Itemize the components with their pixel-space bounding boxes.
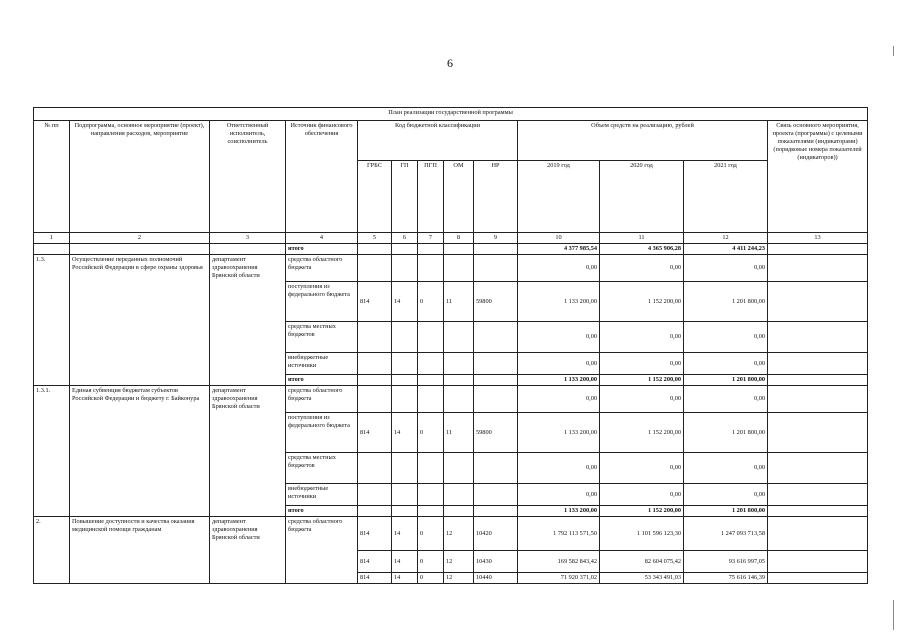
nr-cell bbox=[474, 322, 518, 353]
nr-cell: 59800 bbox=[474, 413, 518, 453]
activity-name: Повышение доступности и качества оказания медицинской помощи гражданам bbox=[70, 517, 210, 584]
empty-cell bbox=[418, 375, 444, 386]
value-2019: 0,00 bbox=[518, 386, 600, 413]
empty-cell bbox=[392, 506, 418, 517]
grbs-cell bbox=[358, 484, 392, 506]
scan-mark bbox=[893, 600, 894, 630]
pgp-cell bbox=[418, 386, 444, 413]
index-cell: 8 bbox=[444, 233, 474, 244]
om-cell bbox=[444, 322, 474, 353]
gp-cell: 14 bbox=[392, 573, 418, 584]
gp-cell bbox=[392, 453, 418, 484]
source-cell: средства областного бюджета bbox=[286, 255, 358, 282]
link-cell bbox=[768, 413, 868, 453]
link-cell bbox=[768, 375, 868, 386]
header-om: ОМ bbox=[444, 161, 474, 233]
gp-cell bbox=[392, 353, 418, 375]
value-2021: 1 247 093 713,58 bbox=[684, 517, 768, 551]
nr-cell bbox=[474, 484, 518, 506]
header-gp: ГП bbox=[392, 161, 418, 233]
table-row bbox=[34, 386, 868, 413]
empty-cell bbox=[418, 506, 444, 517]
total-2021: 1 201 800,00 bbox=[684, 506, 768, 517]
value-2021: 0,00 bbox=[684, 322, 768, 353]
empty-cell bbox=[474, 506, 518, 517]
om-cell bbox=[444, 353, 474, 375]
value-2020: 82 604 075,42 bbox=[600, 551, 684, 573]
value-2019: 71 920 371,02 bbox=[518, 573, 600, 584]
header-executor: Ответственный исполнитель, соисполнитель bbox=[210, 121, 286, 233]
grbs-cell: 814 bbox=[358, 551, 392, 573]
value-2021: 0,00 bbox=[684, 453, 768, 484]
grbs-cell: 814 bbox=[358, 413, 392, 453]
gp-cell: 14 bbox=[392, 413, 418, 453]
value-2019: 169 582 843,42 bbox=[518, 551, 600, 573]
executor-cell: департамент здравоохранения Брянской области bbox=[210, 255, 286, 386]
value-2021: 75 616 146,39 bbox=[684, 573, 768, 584]
link-cell bbox=[768, 484, 868, 506]
activity-name: Осуществление переданных полномочий Российской Федерации в сфере охраны здоровья bbox=[70, 255, 210, 386]
block2-body bbox=[34, 517, 868, 584]
gp-cell bbox=[392, 484, 418, 506]
nr-cell bbox=[474, 255, 518, 282]
pgp-cell bbox=[418, 255, 444, 282]
grbs-cell: 814 bbox=[358, 517, 392, 551]
activity-name: Единая субвенция бюджетам субъектов Российской Федерации и бюджету г. Байконура bbox=[70, 386, 210, 517]
index-cell: 13 bbox=[768, 233, 868, 244]
header-nr: НР bbox=[474, 161, 518, 233]
index-cell: 6 bbox=[392, 233, 418, 244]
value-2021: 0,00 bbox=[684, 484, 768, 506]
nr-cell: 10420 bbox=[474, 517, 518, 551]
link-cell bbox=[768, 573, 868, 584]
nr-cell: 10440 bbox=[474, 573, 518, 584]
index-cell: 5 bbox=[358, 233, 392, 244]
table-row bbox=[34, 517, 868, 551]
scan-mark bbox=[893, 46, 894, 56]
header-link: Связь основного мероприятия, проекта (программы) с целевыми показателями (индикаторами) (порядковые номера показателей (индикаторов)) bbox=[768, 121, 868, 233]
grbs-cell bbox=[358, 353, 392, 375]
index-row bbox=[34, 233, 868, 244]
value-2019: 0,00 bbox=[518, 353, 600, 375]
row-number: 2. bbox=[34, 517, 70, 584]
pgp-cell bbox=[418, 353, 444, 375]
value-2021: 0,00 bbox=[684, 255, 768, 282]
value-2019: 1 133 200,00 bbox=[518, 413, 600, 453]
header-2020: 2020 год bbox=[600, 161, 684, 233]
empty-cell bbox=[474, 375, 518, 386]
index-cell: 4 bbox=[286, 233, 358, 244]
source-cell: средства областного бюджета bbox=[286, 386, 358, 413]
total-2021: 4 411 244,23 bbox=[684, 244, 768, 255]
om-cell bbox=[444, 255, 474, 282]
value-2021: 1 201 800,00 bbox=[684, 413, 768, 453]
index-cell: 12 bbox=[684, 233, 768, 244]
pgp-cell bbox=[418, 322, 444, 353]
row-number: 1.3.1. bbox=[34, 386, 70, 517]
link-cell bbox=[768, 353, 868, 375]
nr-cell bbox=[474, 386, 518, 413]
header-source: Источник финансового обеспечения bbox=[286, 121, 358, 233]
pgp-cell bbox=[418, 484, 444, 506]
nr-cell bbox=[474, 453, 518, 484]
index-cell: 3 bbox=[210, 233, 286, 244]
total-label: итого bbox=[286, 375, 358, 386]
gp-cell: 14 bbox=[392, 282, 418, 322]
link-cell bbox=[768, 517, 868, 551]
link-cell bbox=[768, 506, 868, 517]
table-row bbox=[34, 255, 868, 282]
om-cell bbox=[444, 453, 474, 484]
value-2019: 1 792 113 571,50 bbox=[518, 517, 600, 551]
link-cell bbox=[768, 386, 868, 413]
total-2020: 4 365 906,28 bbox=[600, 244, 684, 255]
grbs-cell bbox=[358, 386, 392, 413]
gp-cell bbox=[392, 322, 418, 353]
total-2019: 4 377 985,54 bbox=[518, 244, 600, 255]
om-cell: 12 bbox=[444, 573, 474, 584]
index-cell: 9 bbox=[474, 233, 518, 244]
header-2019: 2019 год bbox=[518, 161, 600, 233]
om-cell bbox=[444, 386, 474, 413]
empty-cell bbox=[392, 375, 418, 386]
executor-cell: департамент здравоохранения Брянской области bbox=[210, 386, 286, 517]
value-2020: 1 152 200,00 bbox=[600, 413, 684, 453]
value-2021: 1 201 800,00 bbox=[684, 282, 768, 322]
empty-cell bbox=[444, 375, 474, 386]
index-cell: 10 bbox=[518, 233, 600, 244]
value-2020: 0,00 bbox=[600, 386, 684, 413]
header-2021: 2021 год bbox=[684, 161, 768, 233]
link-cell bbox=[768, 322, 868, 353]
gp-cell: 14 bbox=[392, 551, 418, 573]
value-2019: 0,00 bbox=[518, 484, 600, 506]
pgp-cell: 0 bbox=[418, 413, 444, 453]
header-volume: Объем средств на реализацию, рублей bbox=[518, 121, 768, 161]
value-2021: 0,00 bbox=[684, 386, 768, 413]
total-2020: 1 152 200,00 bbox=[600, 375, 684, 386]
header-grbs: ГРБС bbox=[358, 161, 392, 233]
empty-cell bbox=[358, 375, 392, 386]
total-2020: 1 152 200,00 bbox=[600, 506, 684, 517]
pgp-cell: 0 bbox=[418, 517, 444, 551]
source-cell: средства местных бюджетов bbox=[286, 322, 358, 353]
header-subprogram: Подпрограмма, основное мероприятие (проект), направления расходов, мероприятие bbox=[70, 121, 210, 233]
grbs-cell: 814 bbox=[358, 573, 392, 584]
grbs-cell bbox=[358, 255, 392, 282]
total-label: итого bbox=[286, 244, 358, 255]
om-cell: 11 bbox=[444, 413, 474, 453]
page-number: 6 bbox=[447, 56, 453, 70]
value-2020: 0,00 bbox=[600, 255, 684, 282]
header-budget-code: Код бюджетной классификации bbox=[358, 121, 518, 161]
source-cell: внебюджетные источники bbox=[286, 353, 358, 375]
value-2019: 0,00 bbox=[518, 453, 600, 484]
nr-cell: 59800 bbox=[474, 282, 518, 322]
value-2020: 53 343 491,03 bbox=[600, 573, 684, 584]
row-number: 1.3. bbox=[34, 255, 70, 386]
om-cell: 11 bbox=[444, 282, 474, 322]
blocks-body bbox=[34, 255, 868, 517]
pgp-cell bbox=[418, 453, 444, 484]
value-2020: 1 152 200,00 bbox=[600, 282, 684, 322]
link-cell bbox=[768, 551, 868, 573]
pgp-cell: 0 bbox=[418, 573, 444, 584]
value-2020: 1 101 596 123,30 bbox=[600, 517, 684, 551]
gp-cell bbox=[392, 255, 418, 282]
plan-table bbox=[33, 107, 868, 584]
index-cell: 7 bbox=[418, 233, 444, 244]
source-cell: поступления из федерального бюджета bbox=[286, 282, 358, 322]
total-2019: 1 133 200,00 bbox=[518, 506, 600, 517]
source-cell: средства местных бюджетов bbox=[286, 453, 358, 484]
value-2021: 93 616 997,05 bbox=[684, 551, 768, 573]
total-row bbox=[34, 244, 868, 255]
executor-cell: департамент здравоохранения Брянской области bbox=[210, 517, 286, 584]
grbs-cell bbox=[358, 453, 392, 484]
link-cell bbox=[768, 282, 868, 322]
value-2021: 0,00 bbox=[684, 353, 768, 375]
grbs-cell bbox=[358, 322, 392, 353]
grbs-cell: 814 bbox=[358, 282, 392, 322]
value-2019: 0,00 bbox=[518, 322, 600, 353]
total-2019: 1 133 200,00 bbox=[518, 375, 600, 386]
value-2020: 0,00 bbox=[600, 453, 684, 484]
total-2021: 1 201 800,00 bbox=[684, 375, 768, 386]
gp-cell: 14 bbox=[392, 517, 418, 551]
index-cell: 2 bbox=[70, 233, 210, 244]
table-caption: План реализации государственной программы bbox=[34, 108, 868, 121]
header-pgp: ПГП bbox=[418, 161, 444, 233]
total-label: итого bbox=[286, 506, 358, 517]
nr-cell: 10430 bbox=[474, 551, 518, 573]
value-2020: 0,00 bbox=[600, 484, 684, 506]
source-cell: средства областного бюджета bbox=[286, 517, 358, 584]
pgp-cell: 0 bbox=[418, 551, 444, 573]
empty-cell bbox=[444, 506, 474, 517]
index-cell: 11 bbox=[600, 233, 684, 244]
plan-table-container bbox=[33, 107, 867, 584]
source-cell: внебюджетные источники bbox=[286, 484, 358, 506]
om-cell: 12 bbox=[444, 517, 474, 551]
value-2019: 0,00 bbox=[518, 255, 600, 282]
value-2020: 0,00 bbox=[600, 353, 684, 375]
empty-cell bbox=[358, 506, 392, 517]
value-2019: 1 133 200,00 bbox=[518, 282, 600, 322]
om-cell: 12 bbox=[444, 551, 474, 573]
source-cell: поступления из федерального бюджета bbox=[286, 413, 358, 453]
pgp-cell: 0 bbox=[418, 282, 444, 322]
link-cell bbox=[768, 255, 868, 282]
nr-cell bbox=[474, 353, 518, 375]
gp-cell bbox=[392, 386, 418, 413]
om-cell bbox=[444, 484, 474, 506]
link-cell bbox=[768, 453, 868, 484]
value-2020: 0,00 bbox=[600, 322, 684, 353]
index-cell: 1 bbox=[34, 233, 70, 244]
header-num: № пп bbox=[34, 121, 70, 233]
